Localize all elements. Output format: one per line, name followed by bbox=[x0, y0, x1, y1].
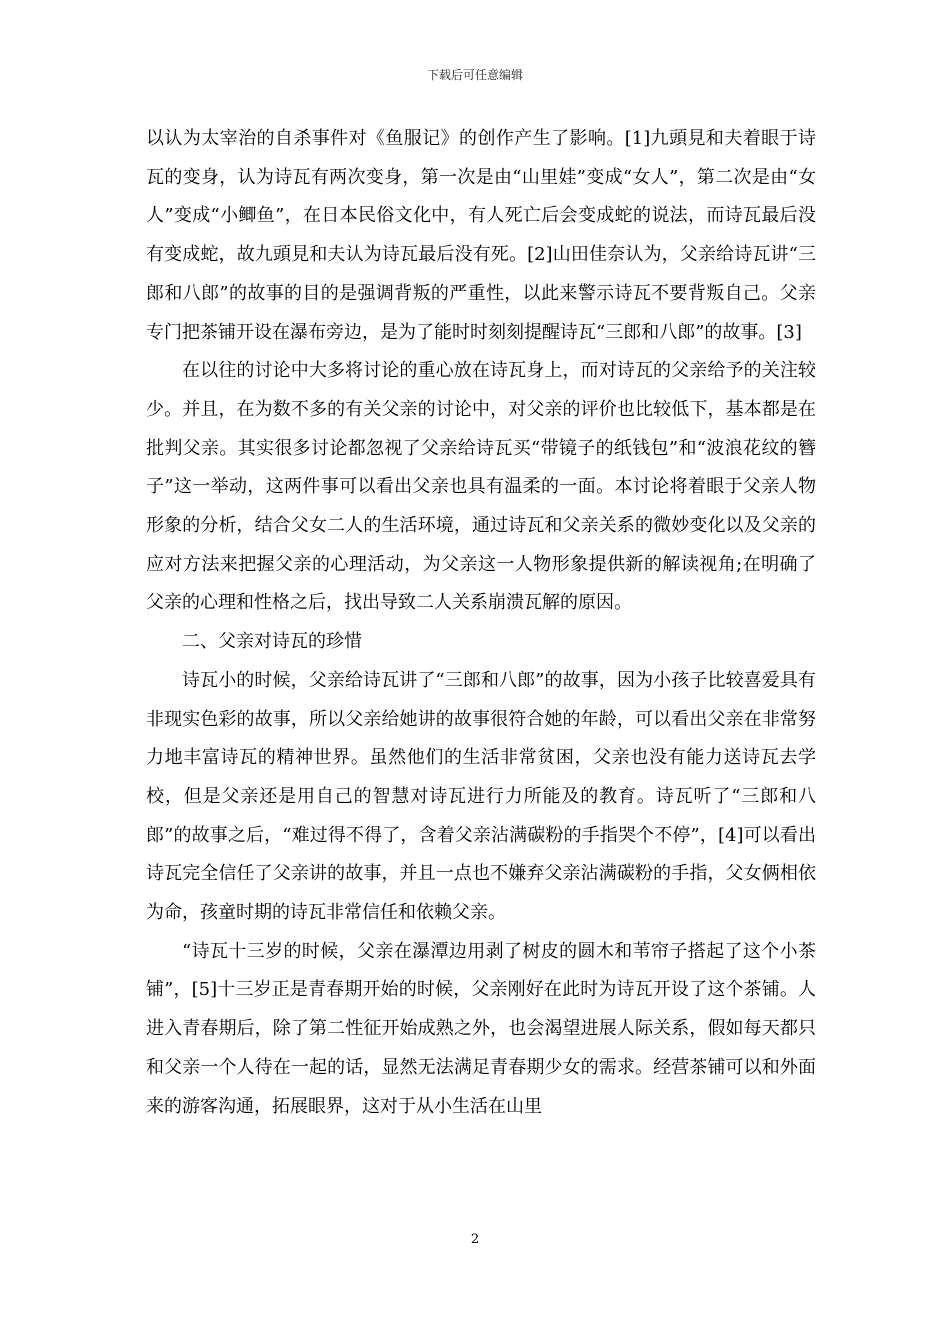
paragraph-childhood: 诗瓦小的时候，父亲给诗瓦讲了“三郎和八郎”的故事，因为小孩子比较喜爱具有非现实色彩的故事，所以父亲给她讲的故事很符合她的年龄，可以看出父亲在非常努力地丰富诗瓦的精神世界。虽然他们的生活非常贫困，父亲也没有能力送诗瓦去学校，但是父亲还是用自己的智慧对诗瓦进行力所能及的教育。诗瓦听了“三郎和八郎”的故事之后，“难过得不得了，含着父亲沾满碳粉的手指哭个不停”，[4]可以看出诗瓦完全信任了父亲讲的故事，并且一点也不嫌弃父亲沾满碳粉的手指，父女俩相依为命，孩童时期的诗瓦非常信任和依赖父亲。 bbox=[146, 669, 816, 924]
document-body bbox=[146, 120, 816, 1126]
paragraph-literature-review: 以认为太宰治的自杀事件对《鱼服记》的创作产生了影响。[1]九頭見和夫着眼于诗瓦的变身，认为诗瓦有两次变身，第一次是由“山里娃”变成“女人”，第二次是由“女人”变成“小鲫鱼”，在日本民俗文化中，有人死亡后会变成蛇的说法，而诗瓦最后没有变成蛇，故九頭見和夫认为诗瓦最后没有死。[2]山田佳奈认为，父亲给诗瓦讲“三郎和八郎”的故事的目的是强调背叛的严重性，以此来警示诗瓦不要背叛自己。父亲专门把茶铺开设在瀑布旁边，是为了能时时刻刻提醒诗瓦“三郎和八郎”的故事。[3] bbox=[146, 128, 816, 343]
section-heading: 二、父亲对诗瓦的珍惜 bbox=[182, 631, 362, 653]
page-number: 2 bbox=[470, 1232, 480, 1247]
page-header: 下载后可任意编辑 bbox=[426, 68, 523, 82]
paragraph-research-purpose: 在以往的讨论中大多将讨论的重心放在诗瓦身上，而对诗瓦的父亲给予的关注较少。并且，在为数不多的有关父亲的讨论中，对父亲的评价也比较低下，基本都是在批判父亲。其实很多讨论都忽视了父亲给诗瓦买“带镜子的纸钱包”和“波浪花纹的簪子”这一举动，这两件事可以看出父亲也具有温柔的一面。本讨论将着眼于父亲人物形象的分析，结合父女二人的生活环境，通过诗瓦和父亲关系的微妙变化以及父亲的应对方法来把握父亲的心理活动，为父亲这一人物形象提供新的解读视角;在明确了父亲的心理和性格之后，找出导致二人关系崩溃瓦解的原因。 bbox=[146, 360, 816, 614]
paragraph-teahouse: “诗瓦十三岁的时候，父亲在瀑潭边用剥了树皮的圆木和苇帘子搭起了这个小茶铺”，[5]十三岁正是青春期开始的时候，父亲刚好在此时为诗瓦开设了这个茶铺。人进入青春期后，除了第二性征开始成熟之外，也会渴望进展人际关系，假如每天都只和父亲一个人待在一起的话，显然无法满足青春期少女的需求。经营茶铺可以和外面来的游客沟通，拓展眼界，这对于从小生活在山里 bbox=[146, 940, 816, 1117]
